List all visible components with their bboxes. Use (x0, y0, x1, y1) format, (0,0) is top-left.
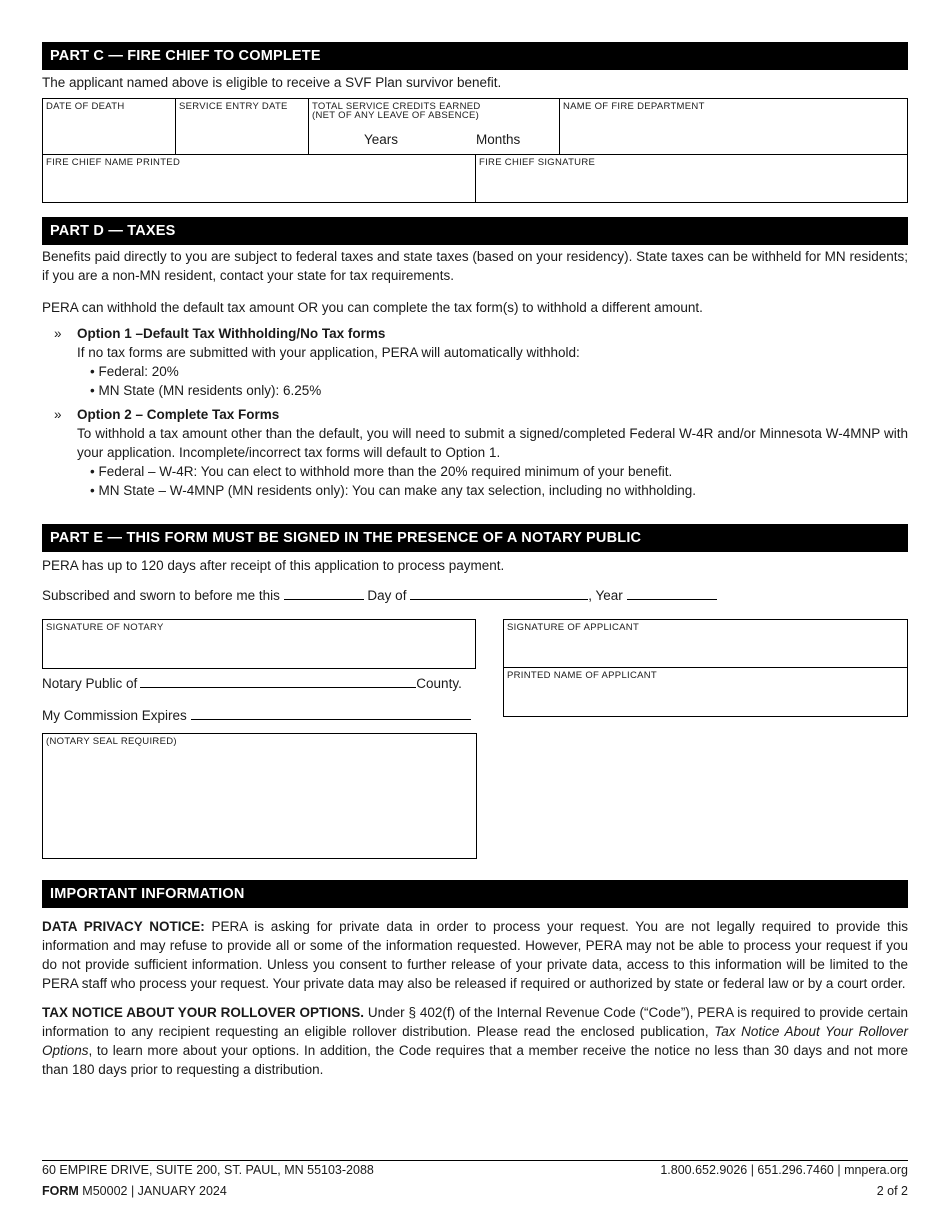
footer-rule (42, 1160, 908, 1161)
footer-line-2 (42, 1184, 908, 1198)
important-header: IMPORTANT INFORMATION (42, 880, 908, 908)
total-service-credits-field[interactable] (309, 99, 560, 154)
applicant-signature-field[interactable] (503, 619, 908, 668)
day-of-label: Day of (367, 588, 407, 603)
tax-notice-title: TAX NOTICE ABOUT YOUR ROLLOVER OPTIONS. (42, 1005, 364, 1020)
applicant-printed-name-label: PRINTED NAME OF APPLICANT (507, 670, 658, 681)
applicant-printed-name-field[interactable] (503, 667, 908, 717)
fire-chief-name-label: FIRE CHIEF NAME PRINTED (46, 157, 181, 168)
option-1-bullet-1: • Federal: 20% (90, 364, 179, 379)
data-privacy-notice (42, 917, 908, 993)
service-entry-date-label: SERVICE ENTRY DATE (179, 101, 288, 112)
date-of-death-label: DATE OF DEATH (46, 101, 125, 112)
date-of-death-field[interactable] (43, 99, 176, 154)
notary-signature-field[interactable] (42, 619, 476, 669)
sworn-year-field[interactable] (627, 588, 717, 600)
part-c-intro: The applicant named above is eligible to receive a SVF Plan survivor benefit. (42, 75, 502, 90)
part-d-header: PART D — TAXES (42, 217, 908, 245)
tax-notice (42, 1003, 908, 1079)
commission-label: My Commission Expires (42, 708, 187, 723)
total-credits-label: TOTAL SERVICE CREDITS EARNED (312, 101, 481, 112)
option-2-marker: » (54, 407, 62, 422)
part-e-header: PART E — THIS FORM MUST BE SIGNED IN THE PRESENCE OF A NOTARY PUBLIC (42, 524, 908, 552)
notary-public-label: Notary Public of (42, 676, 138, 691)
commission-line (42, 706, 476, 725)
privacy-text: PERA is asking for private data in order to process your request. You are not legally required to provide this information and may refuse to provide all or some of the information requested. However, PERA may not be able to process your request if you do not provide sufficient information. Unless you consent to further release of your private data, access to this information will be limited to the PERA staff who process your request. Your private data may also be released if required or authorized by state or federal law or by a court order. (42, 919, 908, 991)
footer-line-1 (42, 1163, 908, 1177)
county-label: County. (416, 676, 462, 691)
option-1-title: Option 1 –Default Tax Withholding/No Tax forms (77, 326, 386, 341)
option-2-bullet-2: • MN State – W-4MNP (MN residents only): You can make any tax selection, including no withholding. (90, 483, 697, 498)
part-e-intro: PERA has up to 120 days after receipt of this application to process payment. (42, 558, 505, 573)
service-entry-date-field[interactable] (176, 99, 309, 154)
year-label: , Year (588, 588, 623, 603)
part-d-para1: Benefits paid directly to you are subject to federal taxes and state taxes (based on your residency). State taxes can be withheld for MN residents; if you are a non-MN resident, contact your state for tax requirements. (42, 249, 908, 283)
footer-form-label: FORM (42, 1184, 79, 1198)
footer-address: 60 EMPIRE DRIVE, SUITE 200, ST. PAUL, MN 55103-2088 (42, 1163, 374, 1177)
privacy-title: DATA PRIVACY NOTICE: (42, 919, 205, 934)
option-2-text: To withhold a tax amount other than the default, you will need to submit a signed/completed Federal W-4R and/or Minnesota W-4MNP with your application. Incomplete/incorrect tax forms will default to Option 1. (77, 426, 908, 460)
fire-chief-signature-label: FIRE CHIEF SIGNATURE (479, 157, 596, 168)
tax-notice-text-1: Under § 402(f) of the Internal Revenue Code (“Code”), PERA is required to provide certain information to any recipient requesting an eligible rollover distribution. Please read the enclosed publication, (42, 1005, 908, 1039)
applicant-signature-label: SIGNATURE OF APPLICANT (507, 622, 640, 633)
option-2-title: Option 2 – Complete Tax Forms (77, 407, 280, 422)
fire-department-field[interactable] (560, 99, 907, 154)
option-2-bullet-1: • Federal – W-4R: You can elect to withhold more than the 20% required minimum of your benefit. (90, 464, 673, 479)
part-c-row2 (42, 154, 908, 203)
option-1-bullet-2: • MN State (MN residents only): 6.25% (90, 383, 322, 398)
commission-expires-field[interactable] (191, 708, 471, 720)
option-1-text: If no tax forms are submitted with your application, PERA will automatically withhold: (77, 345, 580, 360)
tax-notice-publication: Tax Notice About Your Rollover Options (42, 1024, 909, 1058)
sworn-day-field[interactable] (284, 588, 364, 600)
notary-county-field[interactable] (140, 676, 416, 688)
notary-seal-area (42, 733, 477, 859)
years-label: Years (364, 132, 399, 147)
sworn-line (42, 586, 908, 605)
footer-form-id: M50002 | JANUARY 2024 (82, 1184, 227, 1198)
notary-seal-label: (NOTARY SEAL REQUIRED) (46, 736, 177, 747)
tax-notice-text-2: , to learn more about your options. In addition, the Code requires that a member receive the notice no less than 30 days and not more than 180 days prior to requesting a distribution. (42, 1043, 908, 1077)
fire-chief-signature-field[interactable] (476, 155, 907, 202)
months-label: Months (476, 132, 521, 147)
part-c-row1 (42, 98, 908, 155)
sworn-month-field[interactable] (410, 588, 588, 600)
sworn-label: Subscribed and sworn to before me this (42, 588, 280, 603)
part-d-para2: PERA can withhold the default tax amount OR you can complete the tax form(s) to withhold a different amount. (42, 300, 703, 315)
fire-department-label: NAME OF FIRE DEPARTMENT (563, 101, 705, 112)
option-1-marker: » (54, 326, 62, 341)
footer-contact: 1.800.652.9026 | 651.296.7460 | mnpera.org (660, 1163, 908, 1177)
part-c-header: PART C — FIRE CHIEF TO COMPLETE (42, 42, 908, 70)
notary-signature-label: SIGNATURE OF NOTARY (46, 622, 164, 633)
fire-chief-name-field[interactable] (43, 155, 476, 202)
total-credits-sublabel: (NET OF ANY LEAVE OF ABSENCE) (312, 110, 480, 121)
notary-public-line (42, 674, 476, 693)
footer-page: 2 of 2 (876, 1184, 908, 1198)
